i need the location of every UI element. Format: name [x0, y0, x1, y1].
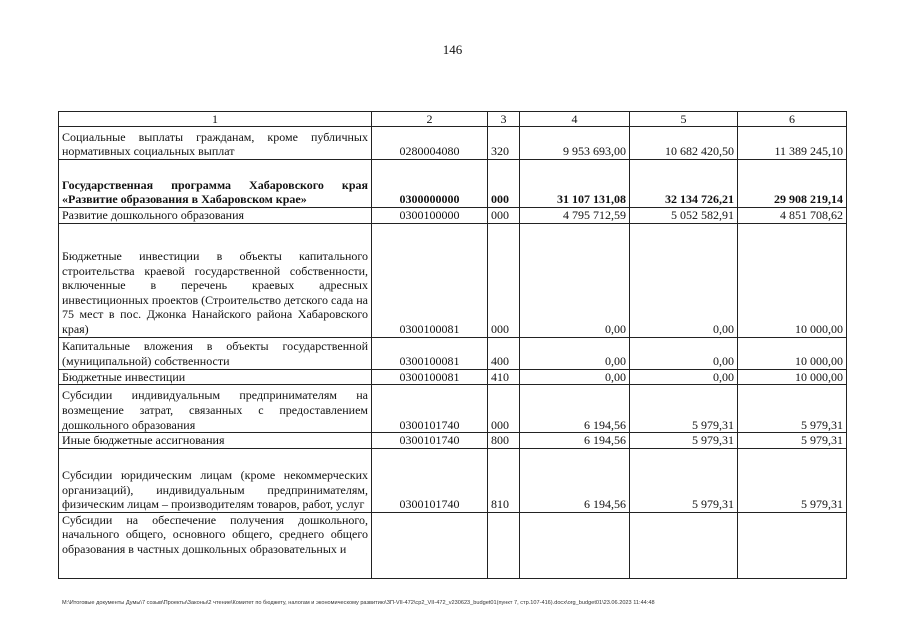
row-kind-cell: 000 [488, 385, 520, 433]
row-kind-cell [488, 512, 520, 578]
table-row [59, 160, 847, 208]
row-value-cell: 0,00 [630, 369, 738, 385]
row-name-cell: Социальные выплаты гражданам, кроме публичных нормативных социальных выплат [59, 127, 372, 160]
row-value-cell: 0,00 [520, 223, 630, 337]
row-value-cell: 5 052 582,91 [630, 208, 738, 224]
column-header: 5 [630, 112, 738, 127]
page-number: 146 [442, 42, 463, 57]
row-value-cell: 5 979,31 [738, 385, 847, 433]
row-code-cell [372, 512, 488, 578]
row-value-cell: 5 979,31 [630, 433, 738, 449]
row-value-cell: 0,00 [630, 223, 738, 337]
table-row [59, 369, 847, 385]
row-code-cell: 0300100081 [372, 337, 488, 369]
row-code-cell: 0300100000 [372, 208, 488, 224]
row-value-cell: 10 000,00 [738, 337, 847, 369]
row-value-cell: 5 979,31 [630, 385, 738, 433]
column-header: 3 [488, 112, 520, 127]
table-row [59, 512, 847, 578]
row-name-cell: Государственная программа Хабаровского края «Развитие образования в Хабаровском крае» [59, 160, 372, 208]
table-row [59, 127, 847, 160]
row-value-cell: 0,00 [630, 337, 738, 369]
row-kind-cell: 000 [488, 223, 520, 337]
row-name-cell: Иные бюджетные ассигнования [59, 433, 372, 449]
row-value-cell: 0,00 [520, 369, 630, 385]
row-kind-cell: 000 [488, 208, 520, 224]
table-row [59, 223, 847, 337]
row-value-cell: 32 134 726,21 [630, 160, 738, 208]
row-value-cell: 11 389 245,10 [738, 127, 847, 160]
row-kind-cell: 800 [488, 433, 520, 449]
row-value-cell: 6 194,56 [520, 385, 630, 433]
column-header: 4 [520, 112, 630, 127]
row-value-cell: 29 908 219,14 [738, 160, 847, 208]
row-code-cell: 0300100081 [372, 223, 488, 337]
row-code-cell: 0300101740 [372, 385, 488, 433]
row-kind-cell: 400 [488, 337, 520, 369]
row-value-cell [630, 512, 738, 578]
column-header: 6 [738, 112, 847, 127]
row-name-cell: Субсидии индивидуальным предпринимателям на возмещение затрат, связанных с предоставлением дошкольного образования [59, 385, 372, 433]
row-value-cell: 0,00 [520, 337, 630, 369]
row-value-cell: 10 000,00 [738, 223, 847, 337]
column-header: 1 [59, 112, 372, 127]
table-row [59, 448, 847, 512]
row-value-cell: 10 682 420,50 [630, 127, 738, 160]
table-row [59, 433, 847, 449]
table-header-row [59, 112, 847, 127]
row-name-cell: Бюджетные инвестиции в объекты капитального строительства краевой государственной собственности, включенные в перечень краевых адресных инвестиционных проектов (Строительство детского сада на 75 мест в пос. Джонка Нанайского района Хабаровского края) [59, 223, 372, 337]
row-kind-cell: 810 [488, 448, 520, 512]
row-value-cell: 5 979,31 [738, 448, 847, 512]
row-value-cell: 10 000,00 [738, 369, 847, 385]
row-value-cell: 6 194,56 [520, 448, 630, 512]
row-code-cell: 0300000000 [372, 160, 488, 208]
row-name-cell: Капитальные вложения в объекты государственной (муниципальной) собственности [59, 337, 372, 369]
row-code-cell: 0300101740 [372, 448, 488, 512]
file-path-footer: M:\Итоговые документы Думы\7 созыв\Проекты\Законы\2 чтение\Комитет по бюджету, налогам и экономическому развитию\ЗП-VII-472\ср2_VII-472_v230623_budget01(пункт 7, стр.107-416).docx\org_budget01\23.06.2023 11:44:48 [62, 600, 655, 606]
row-code-cell: 0280004080 [372, 127, 488, 160]
budget-table [58, 111, 847, 579]
row-kind-cell: 320 [488, 127, 520, 160]
row-name-cell: Субсидии на обеспечение получения дошкольного, начального общего, основного общего, среднего общего образования в частных дошкольных образовательных и [59, 512, 372, 578]
table-row [59, 385, 847, 433]
row-name-cell: Развитие дошкольного образования [59, 208, 372, 224]
row-code-cell: 0300101740 [372, 433, 488, 449]
row-value-cell: 6 194,56 [520, 433, 630, 449]
table-row [59, 337, 847, 369]
table-row [59, 208, 847, 224]
row-value-cell: 31 107 131,08 [520, 160, 630, 208]
row-name-cell: Субсидии юридическим лицам (кроме некоммерческих организаций), индивидуальным предпринимателям, физическим лицам – производителям товаров, работ, услуг [59, 448, 372, 512]
row-code-cell: 0300100081 [372, 369, 488, 385]
row-name-cell: Бюджетные инвестиции [59, 369, 372, 385]
row-value-cell: 5 979,31 [738, 433, 847, 449]
row-value-cell: 9 953 693,00 [520, 127, 630, 160]
row-kind-cell: 000 [488, 160, 520, 208]
row-value-cell [738, 512, 847, 578]
row-value-cell: 4 851 708,62 [738, 208, 847, 224]
row-value-cell: 5 979,31 [630, 448, 738, 512]
row-value-cell [520, 512, 630, 578]
row-value-cell: 4 795 712,59 [520, 208, 630, 224]
column-header: 2 [372, 112, 488, 127]
row-kind-cell: 410 [488, 369, 520, 385]
